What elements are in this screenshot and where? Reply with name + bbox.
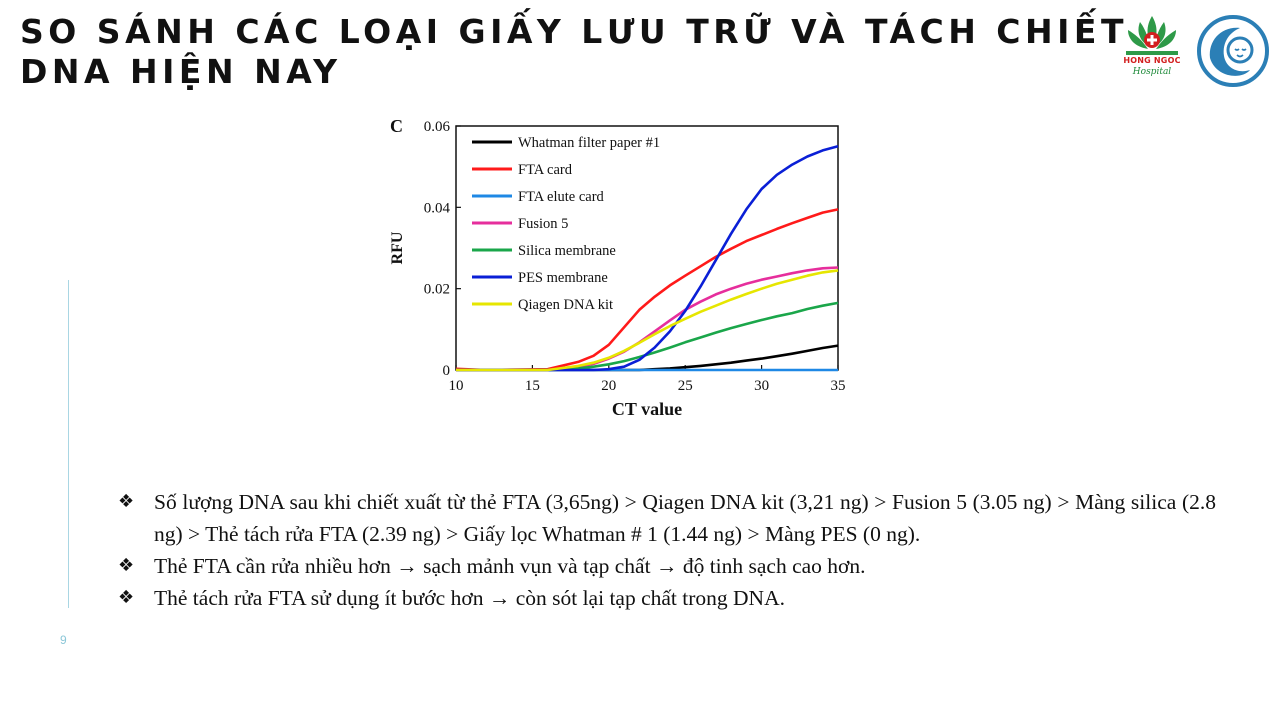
mother-baby-logo <box>1196 14 1270 88</box>
mother-baby-logo-icon <box>1196 14 1270 88</box>
bullet-text-part: Thẻ FTA cần rửa nhiều hơn <box>154 554 391 578</box>
series-line <box>456 346 838 370</box>
x-axis-label: CT value <box>611 399 683 419</box>
diamond-bullet-icon: ❖ <box>118 587 135 608</box>
x-tick-label: 15 <box>524 378 540 394</box>
legend-label: Whatman filter paper #1 <box>518 135 661 151</box>
decorative-divider <box>68 280 69 608</box>
slide-title-line-2: DNA HIỆN NAY <box>20 52 342 91</box>
x-tick-label: 35 <box>830 378 846 394</box>
hong-ngoc-brand-text: HONG NGOC <box>1123 56 1181 65</box>
legend-label: PES membrane <box>518 270 608 286</box>
y-tick-label: 0.04 <box>423 200 450 217</box>
legend-label: FTA card <box>518 162 573 178</box>
arrow-icon: → <box>655 554 678 578</box>
bullet-item <box>118 582 1216 614</box>
hong-ngoc-hospital-logo <box>1118 14 1186 88</box>
x-tick-label: 30 <box>754 378 770 394</box>
diamond-bullet-icon: ❖ <box>118 555 135 576</box>
legend-label: Fusion 5 <box>518 216 569 232</box>
arrow-icon: → <box>396 554 418 578</box>
y-tick-label: 0 <box>442 363 450 379</box>
y-tick-label: 0.02 <box>423 281 450 298</box>
lotus-cross-logo-icon <box>1118 14 1186 58</box>
series-line <box>456 209 838 370</box>
slide-title-line-1: SO SÁNH CÁC LOẠI GIẤY LƯU TRỮ VÀ TÁCH CHIẾT <box>20 12 1128 51</box>
diamond-bullet-icon: ❖ <box>118 491 135 512</box>
page-number: 9 <box>60 633 67 647</box>
y-axis-label: RFU <box>389 231 406 265</box>
x-tick-label: 20 <box>601 378 617 394</box>
hong-ngoc-sub-text: Hospital <box>1132 67 1172 77</box>
bullet-item <box>118 486 1216 550</box>
bullet-text-part: độ tinh sạch cao hơn. <box>682 554 866 578</box>
plot-frame <box>456 126 838 370</box>
arrow-icon: → <box>488 586 511 610</box>
x-tick-label: 10 <box>448 378 464 394</box>
legend-label: FTA elute card <box>518 189 604 205</box>
legend-label: Qiagen DNA kit <box>518 297 614 313</box>
rfu-ct-line-chart <box>378 110 858 430</box>
bullet-text-part: còn sót lại tạp chất trong DNA. <box>515 586 785 610</box>
bullet-list <box>118 486 1216 614</box>
bullet-text-part: sạch mảnh vụn và tạp chất <box>423 554 651 578</box>
bullet-item <box>118 550 1216 582</box>
x-tick-label: 25 <box>677 378 693 394</box>
bullet-text-part: Thẻ tách rửa FTA sử dụng ít bước hơn <box>154 586 484 610</box>
slide-title <box>20 12 1128 92</box>
legend-label: Silica membrane <box>518 243 616 259</box>
panel-label: C <box>390 116 403 136</box>
bullet-text: Số lượng DNA sau khi chiết xuất từ thẻ FTA (3,65ng) > Qiagen DNA kit (3,21 ng) > Fusion 5 (3.05 ng) > Màng silica (2.8 ng) > Thẻ tách rửa FTA (2.39 ng) > Giấy lọc Whatman # 1 (1.44 ng) > Màng PES (0 ng). <box>154 490 1216 546</box>
y-tick-label: 0.06 <box>423 119 450 135</box>
